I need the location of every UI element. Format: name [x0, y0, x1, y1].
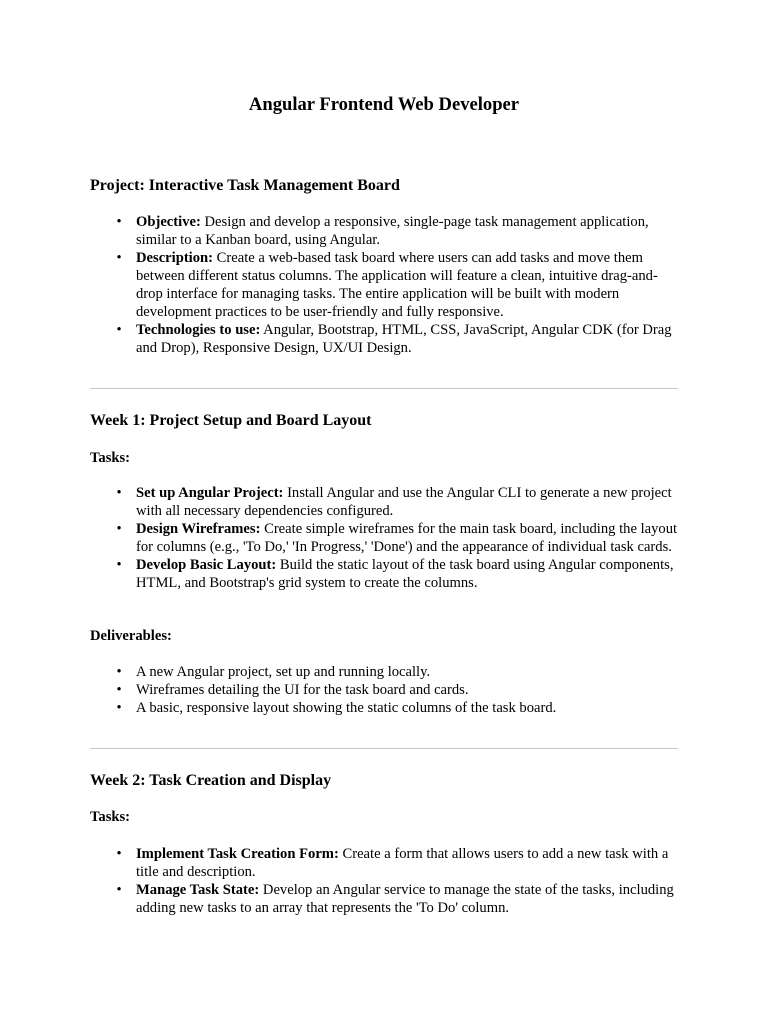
item-text: Create simple wireframes for the main task board, including the layout for columns (e.g., 'To Do,' 'In Progress,' 'Done') and the appearance of individual task cards. — [136, 521, 678, 555]
week2-tasks-list — [90, 845, 678, 917]
bullet-icon: • — [116, 485, 122, 501]
week1-heading: Week 1: Project Setup and Board Layout — [90, 412, 372, 429]
list-item — [90, 213, 678, 249]
week2-heading: Week 2: Task Creation and Display — [90, 772, 332, 789]
section-divider — [90, 748, 678, 749]
list-item — [90, 881, 678, 917]
list-item — [90, 556, 678, 592]
bullet-icon: • — [116, 521, 122, 537]
list-item — [90, 520, 678, 556]
item-text: Wireframes detailing the UI for the task board and cards. — [136, 682, 469, 698]
item-text: Create a form that allows users to add a new task with a title and description. — [136, 846, 669, 880]
list-item — [90, 249, 678, 321]
item-term: Design Wireframes: — [136, 521, 261, 537]
item-text: Develop an Angular service to manage the state of the tasks, including adding new tasks to an array that represents the 'To Do' column. — [136, 882, 674, 916]
item-term: Implement Task Creation Form: — [136, 846, 339, 862]
item-text: Build the static layout of the task board using Angular components, HTML, and Bootstrap's grid system to create the columns. — [136, 557, 674, 591]
item-text: A new Angular project, set up and running locally. — [136, 664, 431, 680]
week1-tasks-list — [90, 484, 678, 592]
project-heading: Project: Interactive Task Management Board — [90, 177, 400, 194]
item-text: Install Angular and use the Angular CLI to generate a new project with all necessary dependencies configured. — [136, 485, 672, 519]
section-divider — [90, 388, 678, 389]
bullet-icon: • — [116, 682, 122, 698]
item-term: Develop Basic Layout: — [136, 557, 277, 573]
bullet-icon: • — [116, 700, 122, 716]
bullet-icon: • — [116, 322, 122, 338]
week2-tasks-label: Tasks: — [90, 809, 131, 825]
list-item — [90, 681, 678, 699]
item-text: Create a web-based task board where users can add tasks and move them between different status columns. The application will feature a clean, intuitive drag-and-drop interface for managing tasks. The entire application will be built with modern development practices to be user-friendly and fully responsive. — [136, 250, 658, 320]
list-item — [90, 484, 678, 520]
item-term: Objective: — [136, 214, 201, 230]
item-text: Design and develop a responsive, single-page task management application, similar to a Kanban board, using Angular. — [136, 214, 649, 248]
list-item — [90, 699, 678, 717]
item-term: Description: — [136, 250, 214, 266]
project-list — [90, 213, 678, 357]
list-item — [90, 845, 678, 881]
bullet-icon: • — [116, 664, 122, 680]
week1-tasks-label: Tasks: — [90, 450, 131, 466]
bullet-icon: • — [116, 214, 122, 230]
bullet-icon: • — [116, 250, 122, 266]
item-term: Set up Angular Project: — [136, 485, 284, 501]
bullet-icon: • — [116, 846, 122, 862]
item-text: Angular, Bootstrap, HTML, CSS, JavaScript, Angular CDK (for Drag and Drop), Responsive Design, UX/UI Design. — [136, 322, 672, 356]
week1-deliverables-list — [90, 663, 678, 717]
item-text: A basic, responsive layout showing the static columns of the task board. — [136, 700, 557, 716]
item-term: Manage Task State: — [136, 882, 260, 898]
document-title: Angular Frontend Web Developer — [248, 94, 520, 115]
list-item — [90, 321, 678, 357]
week1-deliverables-label: Deliverables: — [90, 628, 172, 644]
list-item — [90, 663, 678, 681]
item-term: Technologies to use: — [136, 322, 261, 338]
bullet-icon: • — [116, 557, 122, 573]
bullet-icon: • — [116, 882, 122, 898]
